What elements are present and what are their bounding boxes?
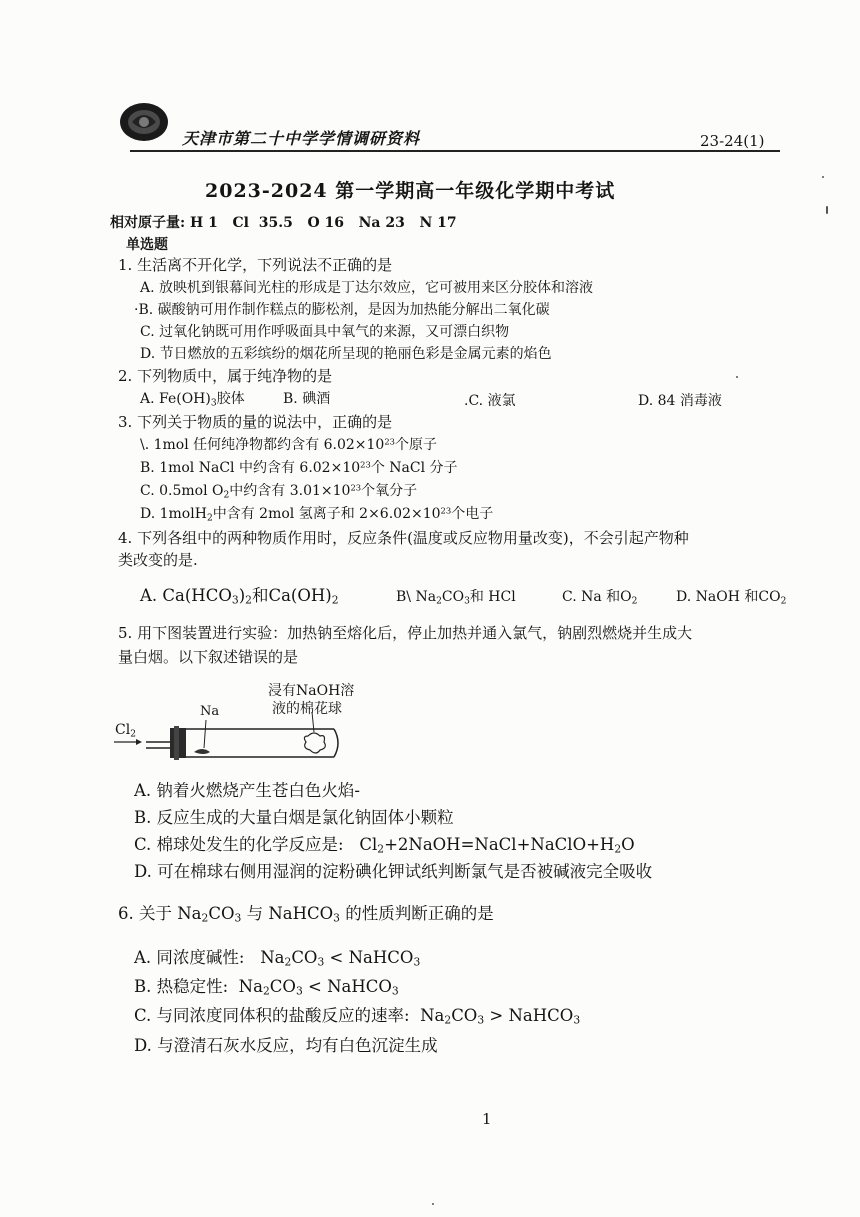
q2-option-a: A. $Fe(OH)_3$胶体 [140, 391, 245, 409]
q1-option-c: C. 过氧化钠既可用作呼吸面具中氧气的来源，又可漂白织物 [140, 324, 510, 340]
q5-option-d: D. 可在棉球右侧用湿润的淀粉碘化钾试纸判断氯气是否被碱液完全吸收 [134, 862, 653, 881]
exam-title: 2023-2024 第一学期高一年级化学期中考试 [205, 180, 616, 202]
atomic-masses [110, 212, 457, 232]
scan-speck [822, 176, 824, 178]
q1-stem: 1. 生活离不开化学，下列说法不正确的是 [118, 256, 393, 274]
q2-option-d: D. 84 消毒液 [638, 393, 722, 409]
header-rule [130, 150, 780, 152]
q4-option-b: B\ $Na_2CO_3$和 HCl [396, 589, 516, 607]
q4-option-c: C. Na 和$O_2$ [562, 589, 638, 607]
q6-option-d: D. 与澄清石灰水反应，均有白色沉淀生成 [134, 1036, 438, 1055]
atomic-masses-values: H 1 Cl 35.5 O 16 Na 23 N 17 [190, 215, 457, 231]
q5-fig-cl2-label: $Cl_2$ [115, 722, 136, 740]
q1-option-a: A. 放映机到银幕间光柱的形成是丁达尔效应，它可被用来区分胶体和溶液 [140, 280, 594, 296]
scan-speck [736, 376, 738, 378]
q6-option-a: A. 同浓度碱性: $Na_2CO_3$ < NaHCO$_3$ [134, 948, 421, 969]
exam-code: 23-24(1) [700, 132, 765, 150]
section-heading: 单选题 [126, 237, 168, 253]
q5-fig-cotton-label-1: 浸有NaOH溶 [268, 683, 355, 699]
q6-option-b: B. 热稳定性: $Na_2CO_3$ < NaHCO$_3$ [134, 977, 399, 998]
q5-option-a: A. 钠着火燃烧产生苍白色火焰- [134, 781, 360, 800]
q3-option-b: B. 1mol NaCl 中约含有 $6.02\times 10^{23}$个 NaCl 分子 [140, 459, 458, 476]
q6-stem: 6. 关于 $Na_2CO_3$ 与 NaHCO$_3$ 的性质判断正确的是 [118, 904, 494, 925]
q3-option-a: \. 1mol 任何纯净物都约含有 $6.02\times 10^{23}$个原子 [140, 436, 437, 453]
q2-option-b: B. 碘酒 [283, 391, 331, 407]
q5-option-b: B. 反应生成的大量白烟是氯化钠固体小颗粒 [134, 808, 454, 827]
atomic-masses-label: 相对原子量: [110, 215, 186, 231]
q5-stem-line2: 量白烟。以下叙述错误的是 [118, 648, 299, 666]
school-logo [118, 100, 170, 144]
q3-option-c: C. 0.5mol $O_2$中约含有 $3.01\times 10^{23}$个氧分子 [140, 482, 418, 501]
page-number: 1 [482, 1110, 492, 1128]
q5-option-c: C. 棉球处发生的化学反应是: $Cl_2+2NaOH=NaCl+NaClO+H_2O$ [134, 835, 635, 856]
q4-stem-line2: 类改变的是. [118, 551, 198, 569]
q5-fig-na-label: Na [200, 704, 220, 719]
q2-option-c: .C. 液氯 [464, 393, 516, 409]
q1-option-b: ·B. 碳酸钠可用作制作糕点的膨松剂，是因为加热能分解出二氧化碳 [134, 302, 550, 318]
q1-option-d: D. 节日燃放的五彩缤纷的烟花所呈现的艳丽色彩是金属元素的焰色 [140, 346, 552, 362]
q4-stem-line1: 4. 下列各组中的两种物质作用时，反应条件(温度或反应物用量改变)，不会引起产物种 [118, 529, 689, 547]
q3-option-d: D. 1molH$_2$中含有 2mol 氢离子和 $2\times 6.02\times 10^{23}$个电子 [140, 505, 494, 524]
q4-option-d: D. NaOH 和$CO_2$ [676, 589, 787, 607]
q2-stem: 2. 下列物质中，属于纯净物的是 [118, 367, 333, 385]
q5-fig-cotton-label-2: 液的棉花球 [272, 701, 342, 717]
q6-option-c: C. 与同浓度同体积的盐酸反应的速率: $Na_2CO_3$ > NaHCO$_3$ [134, 1006, 581, 1027]
scan-speck [826, 206, 828, 214]
q5-stem-line1: 5. 用下图装置进行实验：加热钠至熔化后，停止加热并通入氯气，钠剧烈燃烧并生成大 [118, 624, 693, 642]
q4-option-a: A. $Ca(HCO_3)_2$和$Ca(OH)_2$ [140, 586, 339, 607]
school-header: 天津市第二十中学学情调研资料 [182, 129, 421, 148]
scan-speck [432, 1203, 434, 1205]
q3-stem: 3. 下列关于物质的量的说法中，正确的是 [118, 413, 393, 431]
